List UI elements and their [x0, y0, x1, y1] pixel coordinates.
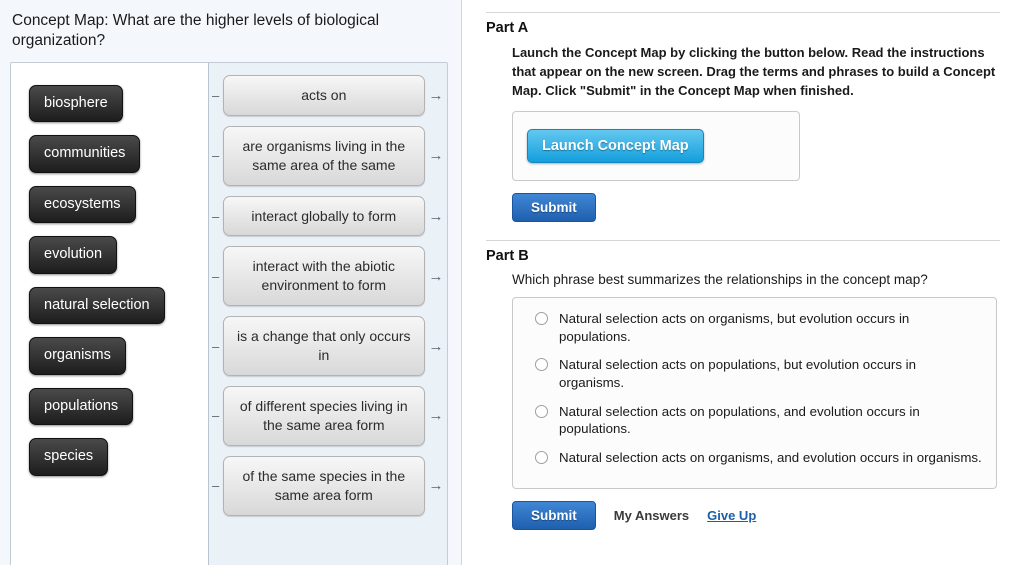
choice-label: Natural selection acts on populations, and evolution occurs in populations. [559, 403, 920, 437]
give-up-link[interactable]: Give Up [707, 507, 757, 523]
phrase-row [209, 246, 447, 306]
phrase-row [209, 75, 447, 116]
term-tile[interactable]: species [29, 438, 108, 476]
phrase-row [209, 386, 447, 446]
phrases-column [208, 63, 447, 565]
part-a-submit-button[interactable]: Submit [512, 193, 596, 222]
arrow-right-icon: → [428, 267, 444, 285]
choice-option[interactable] [527, 356, 982, 391]
phrase-tile[interactable]: acts on [223, 75, 425, 116]
phrase-tile[interactable]: interact with the abiotic environment to form [223, 246, 425, 306]
arrow-right-icon: → [428, 147, 444, 165]
radio-icon[interactable] [535, 451, 548, 464]
arrow-right-icon: → [428, 86, 444, 104]
divider [486, 240, 1000, 241]
phrase-row [209, 196, 447, 237]
connector-left-icon: – [211, 148, 220, 164]
phrase-tile[interactable]: are organisms living in the same area of the same [223, 126, 425, 186]
part-b-question: Which phrase best summarizes the relationships in the concept map? [512, 271, 928, 287]
term-tile[interactable]: biosphere [29, 85, 123, 123]
terms-column [11, 63, 208, 565]
launch-concept-map-button[interactable]: Launch Concept Map [527, 129, 704, 163]
part-a-submit-row [512, 193, 1000, 222]
term-tile[interactable]: natural selection [29, 287, 165, 325]
choice-option[interactable] [527, 449, 982, 467]
arrow-right-icon: → [428, 477, 444, 495]
radio-icon[interactable] [535, 405, 548, 418]
concept-map-panel [0, 0, 462, 565]
part-b-label: Part B [486, 247, 529, 264]
part-b-footer [512, 501, 1000, 530]
part-a-instructions: Launch the Concept Map by clicking the button below. Read the instructions that appear on the new screen. Drag the terms and phrases to build a Concept Map. Click "Submit" in the Concept Map when finished. [512, 45, 996, 98]
part-b-choices [512, 297, 997, 489]
term-tile[interactable]: ecosystems [29, 186, 136, 224]
radio-icon[interactable] [535, 312, 548, 325]
radio-icon[interactable] [535, 358, 548, 371]
my-answers-link[interactable]: My Answers [613, 507, 690, 523]
launch-container [512, 111, 800, 181]
choice-option[interactable] [527, 310, 982, 345]
arrow-right-icon: → [428, 407, 444, 425]
page-title: Concept Map: What are the higher levels of biological organization? [12, 12, 380, 50]
term-tile[interactable]: organisms [29, 337, 126, 375]
concept-map-workspace[interactable] [10, 62, 448, 565]
choice-label: Natural selection acts on organisms, but evolution occurs in populations. [559, 310, 910, 344]
part-b-submit-button[interactable]: Submit [512, 501, 596, 530]
term-tile[interactable]: communities [29, 135, 140, 173]
connector-left-icon: – [211, 87, 220, 103]
phrase-tile[interactable]: interact globally to form [223, 196, 425, 237]
answer-panel [462, 0, 1024, 565]
term-tile[interactable]: evolution [29, 236, 117, 274]
connector-left-icon: – [211, 408, 220, 424]
divider [486, 12, 1000, 13]
connector-left-icon: – [211, 338, 220, 354]
choice-label: Natural selection acts on populations, but evolution occurs in organisms. [559, 357, 917, 390]
part-a-label: Part A [486, 20, 529, 36]
phrase-tile[interactable]: is a change that only occurs in [223, 316, 425, 376]
choice-option[interactable] [527, 403, 982, 438]
phrase-row [209, 316, 447, 376]
arrow-right-icon: → [428, 207, 444, 225]
connector-left-icon: – [211, 208, 220, 224]
choice-label: Natural selection acts on organisms, and evolution occurs in organisms. [559, 449, 982, 465]
arrow-right-icon: → [428, 337, 444, 355]
term-tile[interactable]: populations [29, 388, 133, 426]
phrase-tile[interactable]: of different species living in the same area form [223, 386, 425, 446]
connector-left-icon: – [211, 478, 220, 494]
phrase-row [209, 456, 447, 516]
phrase-tile[interactable]: of the same species in the same area form [223, 456, 425, 516]
phrase-row [209, 126, 447, 186]
connector-left-icon: – [211, 268, 220, 284]
